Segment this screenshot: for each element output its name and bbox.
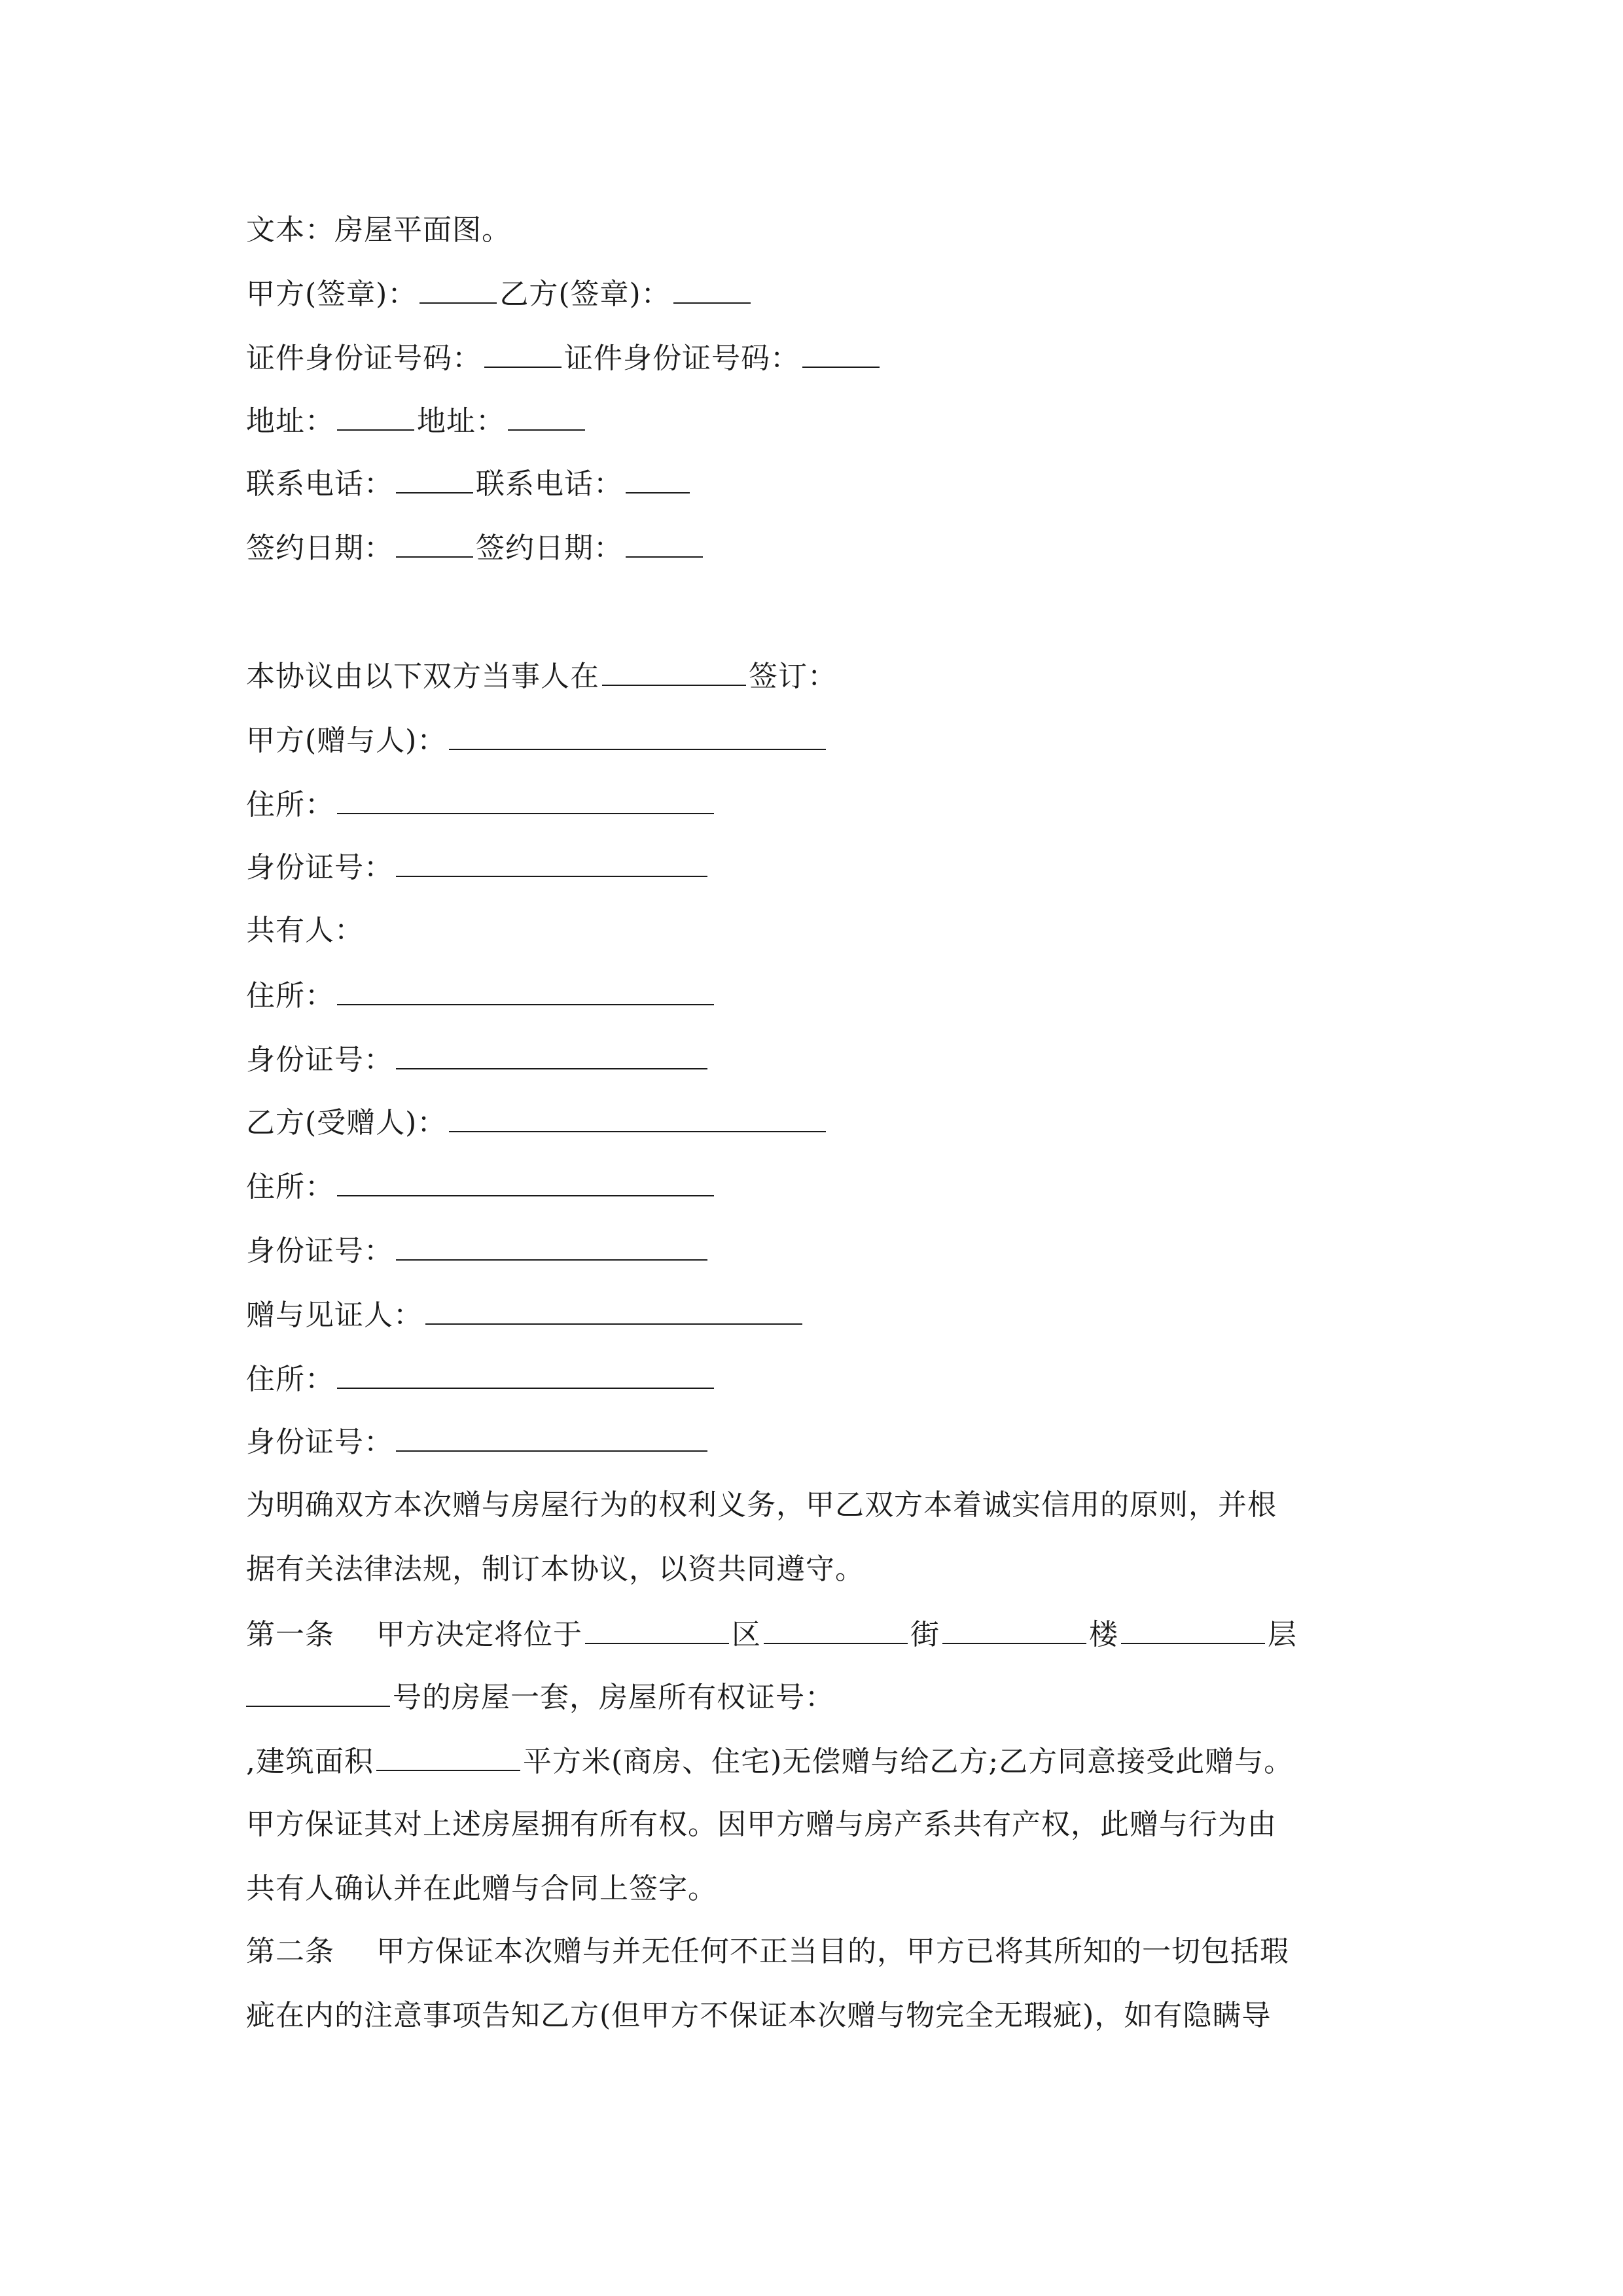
party-a-date-blank[interactable] <box>396 528 473 558</box>
intro-text-end: 签订： <box>749 660 837 693</box>
intro-text: 本协议由以下双方当事人在 <box>246 660 599 693</box>
district-blank[interactable] <box>585 1614 729 1644</box>
article-1-text-5: 共有人确认并在此赠与合同上签字。 <box>246 1872 717 1905</box>
street-blank[interactable] <box>764 1614 908 1644</box>
article-1-text-3: 平方米(商房、住宅)无偿赠与给乙方;乙方同意接受此赠与。 <box>523 1745 1294 1778</box>
witness-address-label: 住所： <box>246 1363 334 1396</box>
witness-id-label: 身份证号： <box>246 1426 393 1459</box>
party-a-id-blank[interactable] <box>484 338 562 368</box>
party-a-seal-label: 甲方(签章)： <box>246 278 418 311</box>
article-1-label: 第一条 <box>246 1618 334 1651</box>
witness-address-blank[interactable] <box>337 1359 714 1389</box>
party-a-date-label: 签约日期： <box>246 531 393 565</box>
party-b-id-label: 证件身份证号码： <box>564 342 800 375</box>
party-b-date-blank[interactable] <box>626 528 703 558</box>
party-b-id-blank[interactable] <box>802 338 880 368</box>
donee-address-blank[interactable] <box>337 1166 714 1196</box>
coowner-id-blank[interactable] <box>396 1039 707 1069</box>
preamble-text-1: 为明确双方本次赠与房屋行为的权利义务，甲乙双方本着诚实信用的原则，并根 <box>246 1488 1277 1522</box>
party-a-address-label: 地址： <box>246 404 334 438</box>
donee-line <box>246 1102 829 1141</box>
donee-id-line <box>246 1230 710 1270</box>
donee-address-label: 住所： <box>246 1170 334 1204</box>
donor-blank[interactable] <box>449 720 826 750</box>
donee-id-blank[interactable] <box>396 1230 707 1261</box>
article-1-text-4: 甲方保证其对上述房屋拥有所有权。因甲方赠与房产系共有产权，此赠与行为由 <box>246 1808 1277 1841</box>
coowner-id-label: 身份证号： <box>246 1043 393 1077</box>
floor-label: 层 <box>1268 1618 1297 1651</box>
donor-label: 甲方(赠与人)： <box>246 724 447 757</box>
article-1-line-5 <box>246 1869 717 1909</box>
party-a-id-label: 证件身份证号码： <box>246 342 482 375</box>
party-b-seal-label: 乙方(签章)： <box>499 278 671 311</box>
building-blank[interactable] <box>942 1614 1086 1644</box>
article-2-line-2 <box>246 1996 1271 2036</box>
preamble-line-1 <box>246 1486 1277 1525</box>
article-1-line-3 <box>246 1741 1293 1780</box>
witness-label: 赠与见证人： <box>246 1299 423 1332</box>
preamble-text-2: 据有关法律法规，制订本协议，以资共同遵守。 <box>246 1552 865 1586</box>
address-line <box>246 401 588 440</box>
witness-id-blank[interactable] <box>396 1422 707 1452</box>
id-number-line <box>246 338 882 377</box>
building-label: 楼 <box>1089 1618 1118 1651</box>
article-1-line-2 <box>246 1677 834 1716</box>
party-b-address-blank[interactable] <box>508 401 585 431</box>
article-2-text-1: 甲方保证本次赠与并无任何不正当目的，甲方已将其所知的一切包括瑕 <box>376 1935 1289 1968</box>
donee-id-label: 身份证号： <box>246 1234 393 1268</box>
sign-date-line <box>246 528 705 567</box>
attachment-line <box>246 211 511 250</box>
article-2-text-2: 疵在内的注意事项告知乙方(但甲方不保证本次赠与物完全无瑕疵)，如有隐瞒导 <box>246 1999 1272 2032</box>
article-2-label: 第二条 <box>246 1935 334 1968</box>
article-1-text-2: 号的房屋一套，房屋所有权证号： <box>393 1681 834 1714</box>
donor-line <box>246 720 829 759</box>
agreement-intro <box>246 656 837 695</box>
donor-address-line <box>246 784 717 823</box>
coowner-label: 共有人： <box>246 914 364 947</box>
witness-line <box>246 1295 805 1334</box>
party-b-date-label: 签约日期： <box>476 531 623 565</box>
floor-blank[interactable] <box>1121 1614 1265 1644</box>
signature-line <box>246 274 753 313</box>
party-b-seal-blank[interactable] <box>673 274 751 304</box>
donee-address-line <box>246 1166 717 1206</box>
party-a-address-blank[interactable] <box>337 401 414 431</box>
donor-address-label: 住所： <box>246 788 334 821</box>
phone-line <box>246 463 692 503</box>
coowner-address-label: 住所： <box>246 979 334 1013</box>
donee-label: 乙方(受赠人)： <box>246 1106 447 1139</box>
party-a-phone-blank[interactable] <box>396 463 473 493</box>
witness-blank[interactable] <box>425 1295 802 1325</box>
party-b-address-label: 地址： <box>417 404 505 438</box>
article-1-text-a: 甲方决定将位于 <box>376 1618 582 1651</box>
article-1-line-4 <box>246 1805 1277 1844</box>
party-b-phone-blank[interactable] <box>626 463 690 493</box>
donee-blank[interactable] <box>449 1102 826 1132</box>
donor-id-line <box>246 847 710 886</box>
street-label: 街 <box>910 1618 940 1651</box>
coowner-address-line <box>246 975 717 1014</box>
article-2-line-1 <box>246 1932 1289 1971</box>
donor-id-blank[interactable] <box>396 847 707 877</box>
party-a-phone-label: 联系电话： <box>246 467 393 501</box>
area-label: ,建筑面积 <box>246 1745 374 1778</box>
witness-id-line <box>246 1422 710 1461</box>
coowner-address-blank[interactable] <box>337 975 714 1005</box>
district-label: 区 <box>732 1618 761 1651</box>
article-1-line-1 <box>246 1614 1297 1653</box>
coowner-id-line <box>246 1039 710 1079</box>
attachment-text: 文本：房屋平面图。 <box>246 213 511 247</box>
donor-address-blank[interactable] <box>337 784 714 814</box>
party-a-seal-blank[interactable] <box>419 274 497 304</box>
preamble-line-2 <box>246 1550 865 1589</box>
coowner-line <box>246 911 364 950</box>
room-number-blank[interactable] <box>246 1677 390 1707</box>
witness-address-line <box>246 1359 717 1398</box>
party-b-phone-label: 联系电话： <box>476 467 623 501</box>
area-blank[interactable] <box>376 1741 520 1771</box>
signing-place-blank[interactable] <box>602 656 746 686</box>
donor-id-label: 身份证号： <box>246 851 393 884</box>
